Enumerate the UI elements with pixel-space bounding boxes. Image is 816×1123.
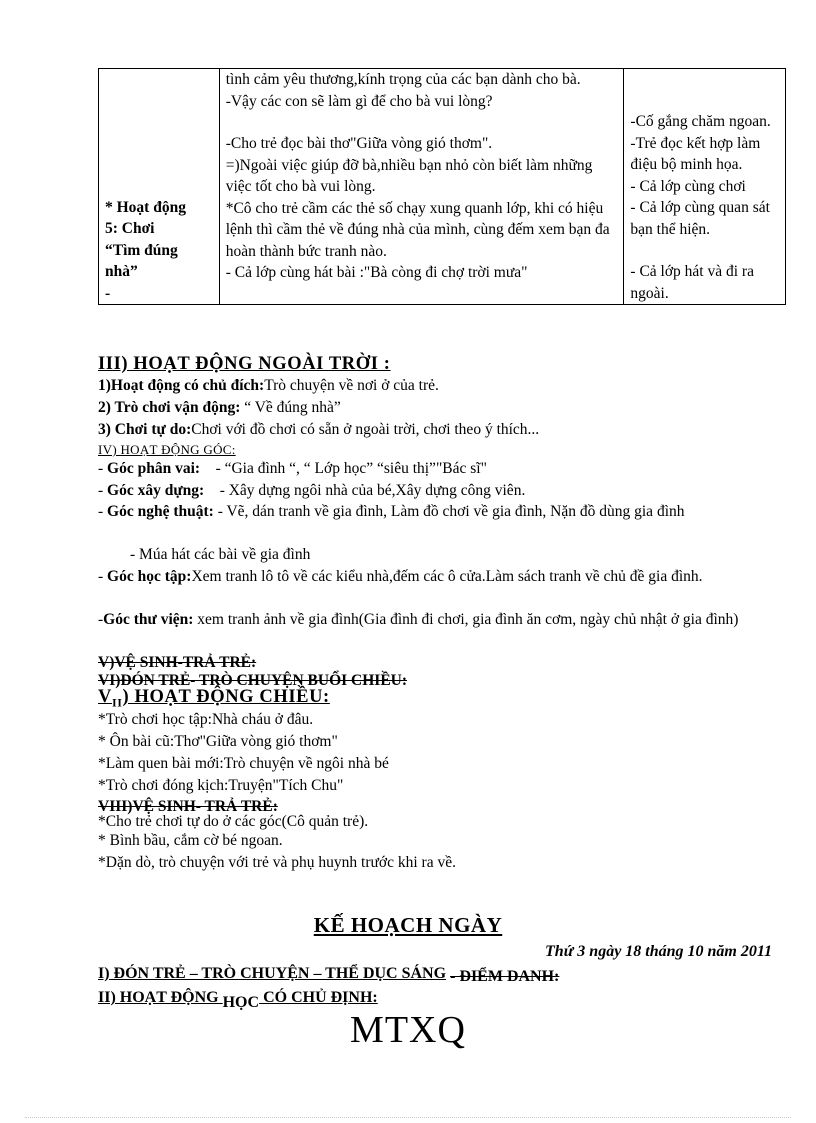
teacher-text: *Cô cho trẻ cầm các thẻ số chạy xung quanh lớp, khi có hiệu lệnh thì cầm thẻ về đúng nhà của mình, cùng đếm xem bạn đa hoàn thành bức tranh nào. (225, 199, 610, 260)
afternoon-heading: $V_{II}$) HOẠT ĐỘNG CHIỀU: (98, 687, 330, 710)
outdoor-item-1: 1)Hoạt động có chủ đích:Trò chuyện về nơi ở của trẻ. (98, 377, 439, 394)
plan-date: Thứ 3 ngày 18 tháng 10 năm 2011 (545, 943, 772, 960)
child-text: -Trẻ đọc kết hợp làm điệu bộ minh họa. (630, 134, 761, 173)
activity-line: 5: Chơi (105, 220, 155, 237)
outdoor-item-3: 3) Chơi tự do:Chơi với đồ chơi có sẵn ở ngoài trời, chơi theo ý thích... (98, 421, 540, 438)
activity-line: - (105, 284, 111, 302)
section-ii: II) HOẠT ĐỘNG HỌC CÓ CHỦ ĐỊNH: (98, 989, 378, 1011)
hygiene-heading-viii: VIII)VỆ SINH- TRẢ TRẺ: (98, 798, 278, 815)
afternoon-item: *Làm quen bài mới:Trò chuyện về ngôi nhà bé (98, 755, 389, 772)
end-item: * Bình bầu, cắm cờ bé ngoan. (98, 832, 283, 849)
teacher-activity-cell (219, 69, 624, 305)
page-bottom-divider (25, 1117, 791, 1118)
end-item: *Cho trẻ chơi tự do ở các góc(Cô quản trẻ). (98, 813, 369, 830)
outdoor-heading: III) HOẠT ĐỘNG NGOÀI TRỜI : (98, 354, 391, 374)
child-activity-cell (624, 69, 786, 305)
section-i: I) ĐÓN TRẺ – TRÒ CHUYỆN – THỂ DỤC SÁNG - ĐIỂM DANH: (98, 965, 560, 985)
activity-line: nhà” (105, 263, 138, 280)
plan-title: KẾ HOẠCH NGÀY (313, 913, 503, 937)
activity-name-cell (99, 69, 220, 305)
corner-art-sub: - Múa hát các bài về gia đình (130, 546, 311, 563)
table-row (99, 69, 786, 305)
activity-line: “Tìm đúng (105, 241, 178, 259)
child-text: -Cố gắng chăm ngoan. (630, 113, 771, 130)
outdoor-item-2: 2) Trò chơi vận động: “ Về đúng nhà” (98, 399, 341, 416)
afternoon-item: * Ôn bài cũ:Thơ"Giữa vòng gió thơm" (98, 733, 338, 750)
subject-title: MTXQ (350, 1009, 466, 1051)
activity-line: * Hoạt động (105, 198, 186, 216)
corner-study: - Góc học tập:Xem tranh lô tô về các kiểu nhà,đếm các ô cửa.Làm sách tranh về chủ đề gia đình. (98, 568, 703, 585)
teacher-text: tình cảm yêu thương,kính trọng của các bạn dành cho bà. (225, 71, 581, 88)
teacher-text: -Cho trẻ đọc bài thơ"Giữa vòng gió thơm". (225, 135, 493, 152)
corner-library: -Góc thư viện: xem tranh ảnh về gia đình(Gia đình đi chơi, gia đình ăn cơm, ngày chủ nhật ở gia đình) (98, 611, 739, 628)
teacher-text: - Cả lớp cùng hát bài :"Bà còng đi chợ trời mưa" (225, 264, 528, 281)
afternoon-item: *Trò chơi đóng kịch:Truyện"Tích Chu" (98, 777, 344, 794)
corner-art: - Góc nghệ thuật: - Vẽ, dán tranh về gia đình, Làm đồ chơi về gia đình, Nặn đồ dùng gia đình (98, 503, 685, 520)
teacher-text: -Vậy các con sẽ làm gì để cho bà vui lòng? (225, 92, 493, 110)
corners-heading: IV) HOẠT ĐỘNG GÓC: (98, 442, 236, 457)
end-item: *Dặn dò, trò chuyện với trẻ và phụ huynh trước khi ra về. (98, 854, 456, 871)
child-text: - Cả lớp cùng quan sát bạn thể hiện. (630, 199, 770, 238)
teacher-text: =)Ngoài việc giúp đỡ bà,nhiều bạn nhỏ còn biết làm những việc tốt cho bà vui lòng. (225, 156, 593, 195)
hygiene-heading-v: V)VỆ SINH-TRẢ TRẺ: (98, 654, 257, 671)
child-text: - Cả lớp cùng chơi (630, 177, 746, 195)
child-text: - Cả lớp hát và đi ra ngoài. (630, 263, 754, 302)
activity-table (98, 68, 786, 305)
talk-heading-vi: VI)ĐÓN TRẺ- TRÒ CHUYỆN BUỔI CHIỀU: (98, 672, 408, 689)
corner-build: - Góc xây dựng: - Xây dựng ngôi nhà của bé,Xây dựng công viên. (98, 482, 526, 499)
afternoon-item: *Trò chơi học tập:Nhà cháu ở đâu. (98, 711, 314, 728)
corner-role: - Góc phân vai: - “Gia đình “, “ Lớp học” “siêu thị”"Bác sĩ" (98, 460, 487, 477)
